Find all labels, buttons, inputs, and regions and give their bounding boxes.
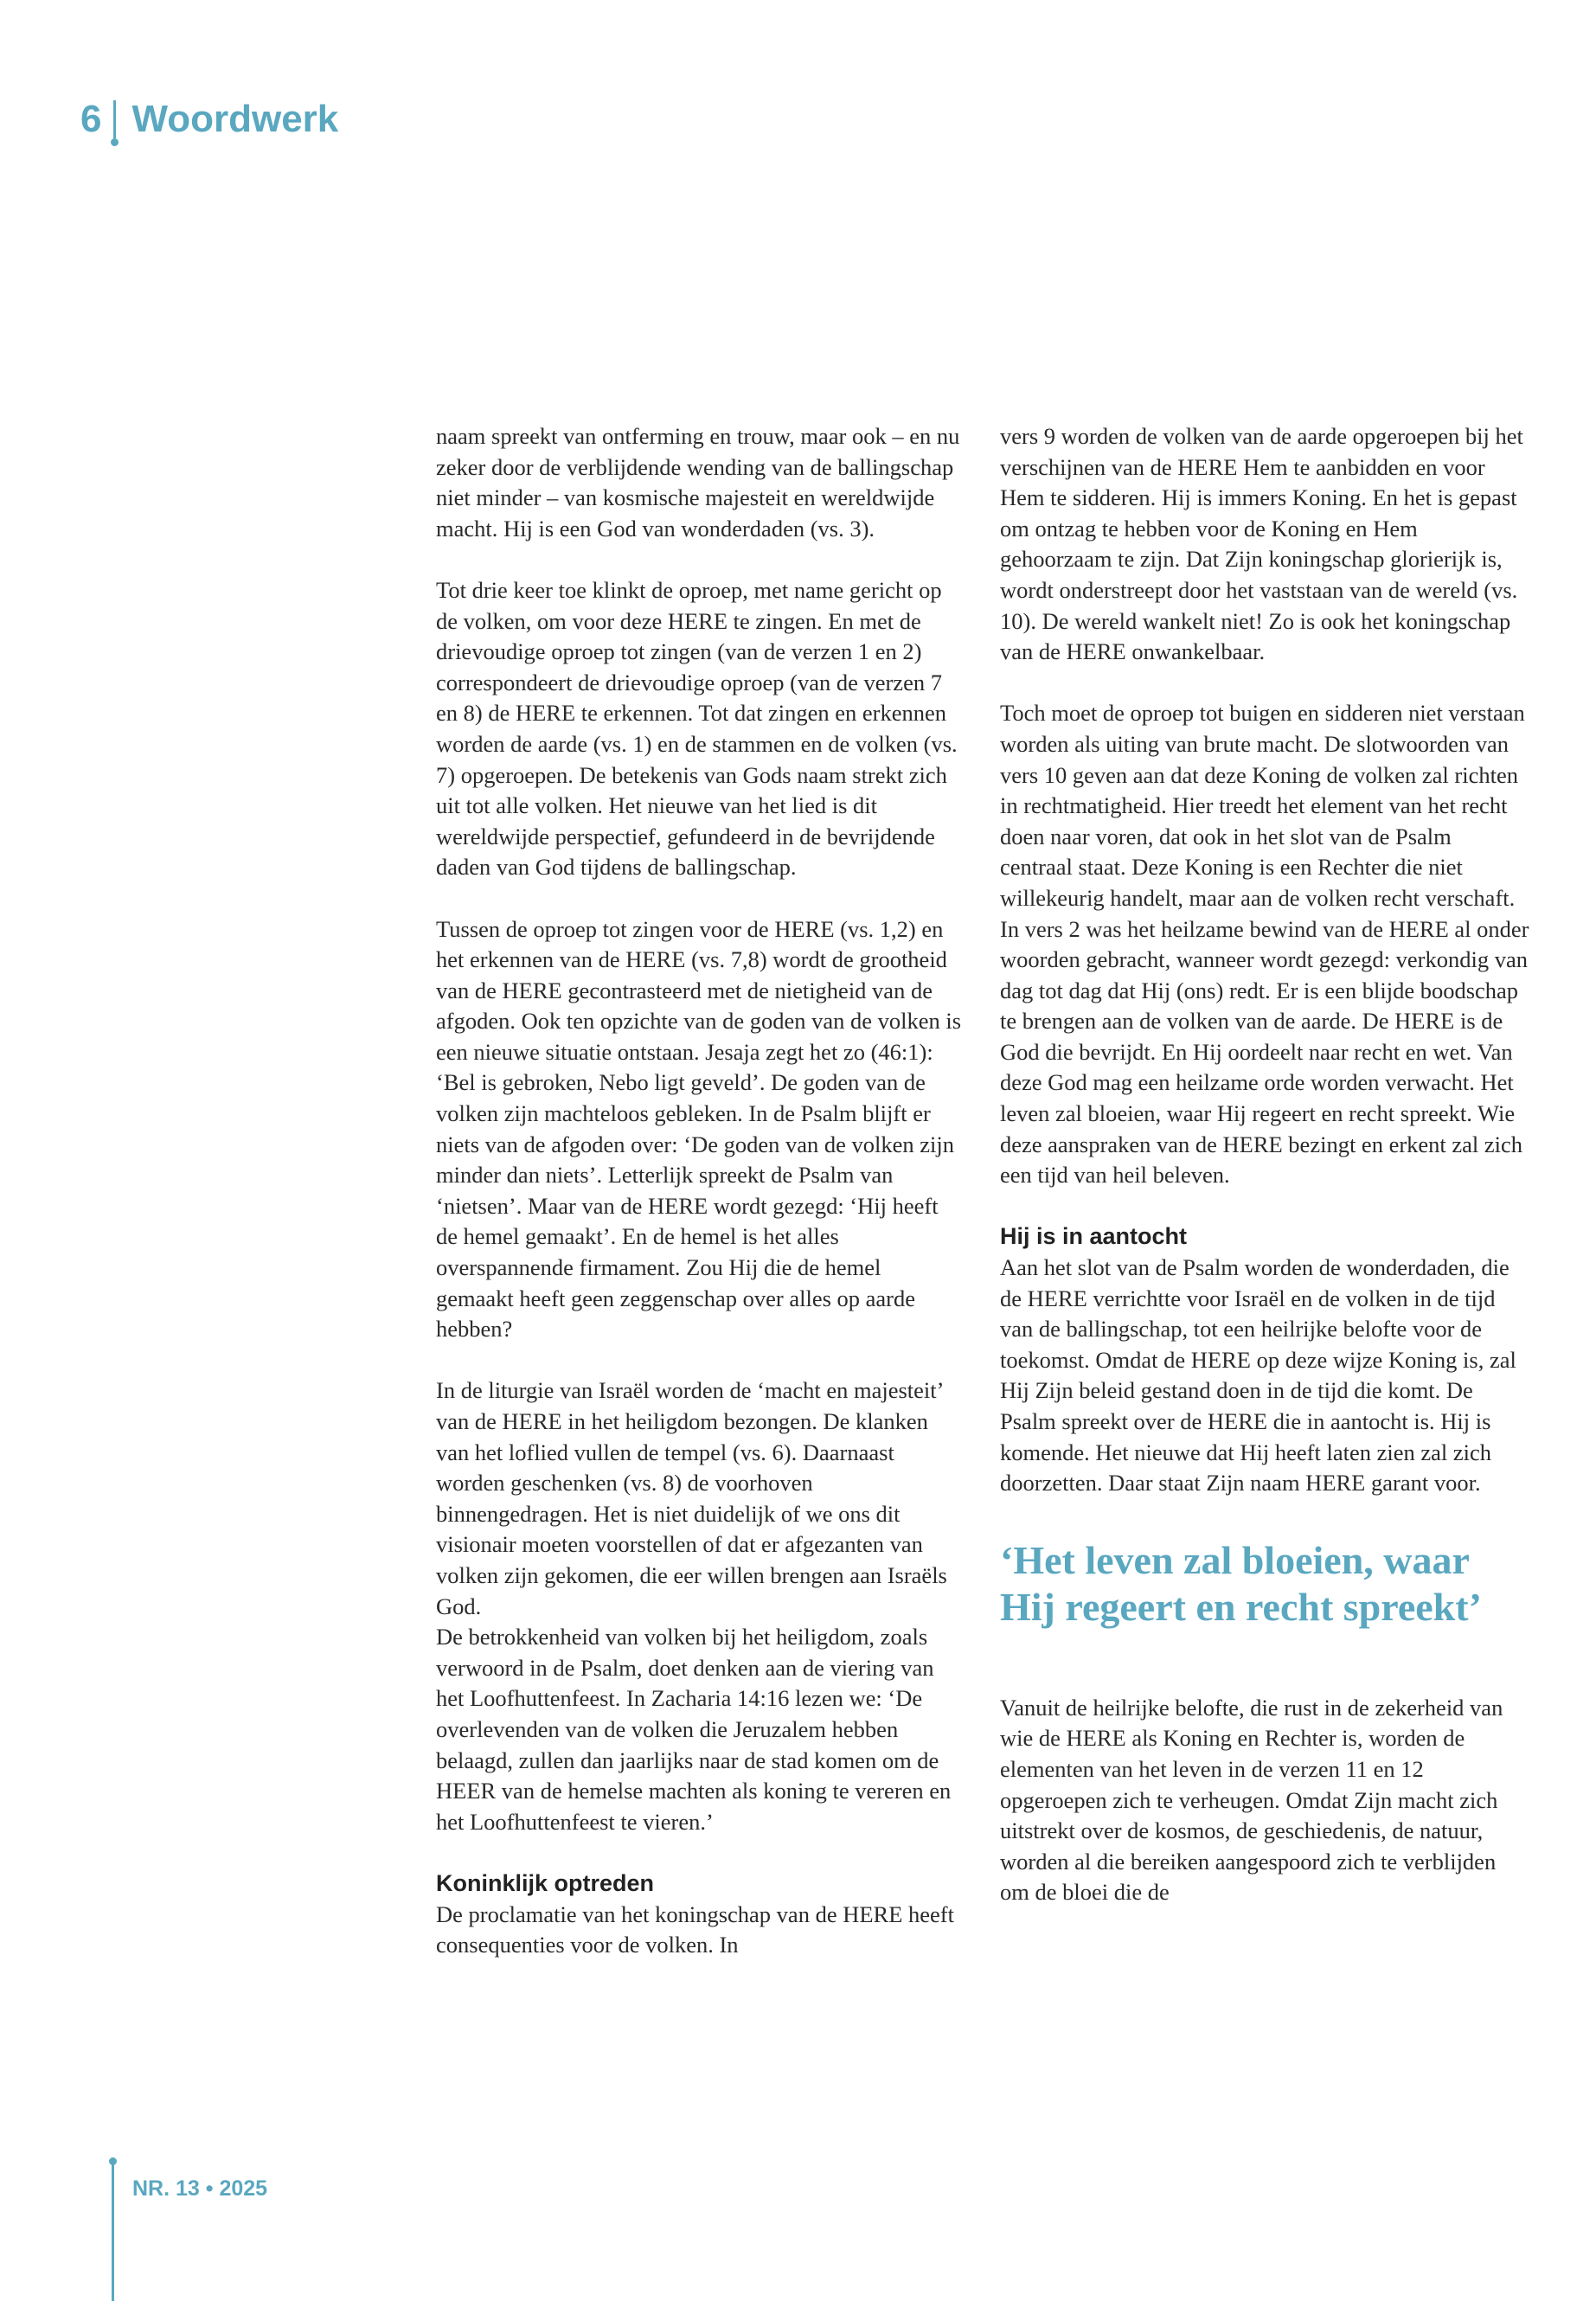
footer-rule — [112, 2163, 114, 2301]
paragraph: naam spreekt van ontferming en trouw, maar ook – en nu zeker door de verblijdende wending van de ballingschap niet minder – van kosmische majesteit en wereldwijde macht. Hij is een God van wonderdaden (vs. 3). — [436, 423, 960, 542]
paragraph: Tot drie keer toe klinkt de oproep, met name gericht op de volken, om voor deze HERE te zingen. En met de drievoudige oproep tot zingen (van de verzen 1 en 2) correspondeert de drievoudige oproep (van de verzen 7 en 8) de HERE te erkennen. Tot dat zingen en erkennen worden de aarde (vs. 1) en de stammen en de volken (vs. 7) opgeroepen. De betekenis van Gods naam strekt zich uit tot alle volken. Het nieuwe van het lied is dit wereldwijde perspectief, gefundeerd in de bevrijdende daden van God tijdens de ballingschap. — [436, 576, 958, 881]
paragraph: vers 9 worden de volken van de aarde opgeroepen bij het verschijnen van de HERE Hem te aanbidden en voor Hem te sidderen. Hij is immers Koning. En het is gepast om ontzag te hebben voor de Koning en Hem gehoorzaam te zijn. Dat Zijn koningschap glorierijk is, wordt onderstreept door het vaststaan van de wereld (vs. 10). De wereld wankelt niet! Zo is ook het koningschap van de HERE onwankelbaar. — [1000, 423, 1523, 665]
paragraph: De proclamatie van het koningschap van de HERE heeft consequenties voor de volken. In — [436, 1900, 954, 1958]
section-heading: Koninklijk optreden — [436, 1869, 655, 1896]
section-heading: Hij is in aantocht — [1000, 1223, 1188, 1250]
header-divider — [113, 100, 116, 138]
page-header — [80, 93, 338, 145]
paragraph: Aan het slot van de Psalm worden de wonderdaden, die de HERE verrichtte voor Israël en de volken in de tijd van de ballingschap, tot een heilrijke belofte voor de toekomst. Omdat de HERE op deze wijze Koning is, zal Hij Zijn beleid gestand doen in de tijd die komt. De Psalm spreekt over de HERE die in aantocht is. Hij is komende. Het nieuwe dat Hij heeft laten zien zal zich doorzetten. Daar staat Zijn naam HERE garant voor. — [1000, 1254, 1516, 1497]
left-column — [436, 421, 964, 1961]
pull-quote: ‘Het leven zal bloeien, waar Hij regeert en recht spreekt’ — [1000, 1537, 1482, 1629]
paragraph: Vanuit de heilrijke belofte, die rust in de zekerheid van wie de HERE als Koning en Rechter is, worden de elementen van het leven in de verzen 11 en 12 opgeroepen zich te verheugen. Omdat Zijn macht zich uitstrekt over de kosmos, de geschiedenis, de natuur, worden al die bereiken aangespoord zich te verblijden om de bloei die de — [1000, 1694, 1503, 1906]
page-number: 6 — [80, 98, 102, 140]
paragraph: In de liturgie van Israël worden de ‘macht en majesteit’ van de HERE in het heiligdom bezongen. De klanken van het loflied vullen de tempel (vs. 6). Daarnaast worden geschenken (vs. 8) de voorhoven binnengedragen. Het is niet duidelijk of we ons dit visionair moeten voorstellen of dat er afgezanten van volken zijn gekomen, die eer willen brengen aan Israëls God. — [436, 1377, 947, 1619]
paragraph: Toch moet de oproep tot buigen en sidderen niet verstaan worden als uiting van brute macht. De slotwoorden van vers 10 geven aan dat deze Koning de volken zal richten in rechtmatigheid. Hier treedt het element van het recht doen naar voren, dat ook in het slot van de Psalm centraal staat. Deze Koning is een Rechter die niet willekeurig handelt, maar aan de volken recht verschaft. In vers 2 was het heilzame bewind van de HERE al onder woorden gebracht, wanneer wordt gezegd: verkondig van dag tot dag dat Hij (ons) redt. Er is een blijde boodschap te brengen aan de volken van de aarde. De HERE is de God die bevrijdt. En Hij oordeelt naar recht en wet. Van deze God mag een heilzame orde worden verwacht. Het leven zal bloeien, waar Hij regeert en recht spreekt. Wie deze aanspraken van de HERE bezingt en erkent zal zich een tijd van heil beleven. — [1000, 700, 1529, 1189]
paragraph: De betrokkenheid van volken bij het heiligdom, zoals verwoord in de Psalm, doet denken aan de viering van het Loofhuttenfeest. In Zacharia 14:16 lezen we: ‘De overlevenden van de volken die Jeruzalem hebben belaagd, zullen dan jaarlijks naar de stad komen om de HEER van de hemelse machten als koning te vereren en het Loofhuttenfeest te vieren.’ — [436, 1624, 952, 1835]
issue-label: NR. 13 • 2025 — [132, 2176, 268, 2201]
paragraph: Tussen de oproep tot zingen voor de HERE (vs. 1,2) en het erkennen van de HERE (vs. 7,8) wordt de grootheid van de HERE gecontrasteerd met de nietigheid van de afgoden. Ook ten opzichte van de goden van de volken is een nieuwe situatie ontstaan. Jesaja zegt het zo (46:1): ‘Bel is gebroken, Nebo ligt geveld’. De goden van de volken zijn machteloos gebleken. In de Psalm blijft er niets van de afgoden over: ‘De goden van de volken zijn minder dan niets’. Letterlijk spreekt de Psalm van ‘nietsen’. Maar van de HERE wordt gezegd: ‘Hij heeft de hemel gemaakt’. En de hemel is het alles overspannende firmament. Zou Hij die de hemel gemaakt heeft geen zeggenschap over alles op aarde hebben? — [436, 915, 962, 1343]
right-column — [1000, 421, 1529, 1908]
section-title: Woordwerk — [131, 98, 339, 140]
